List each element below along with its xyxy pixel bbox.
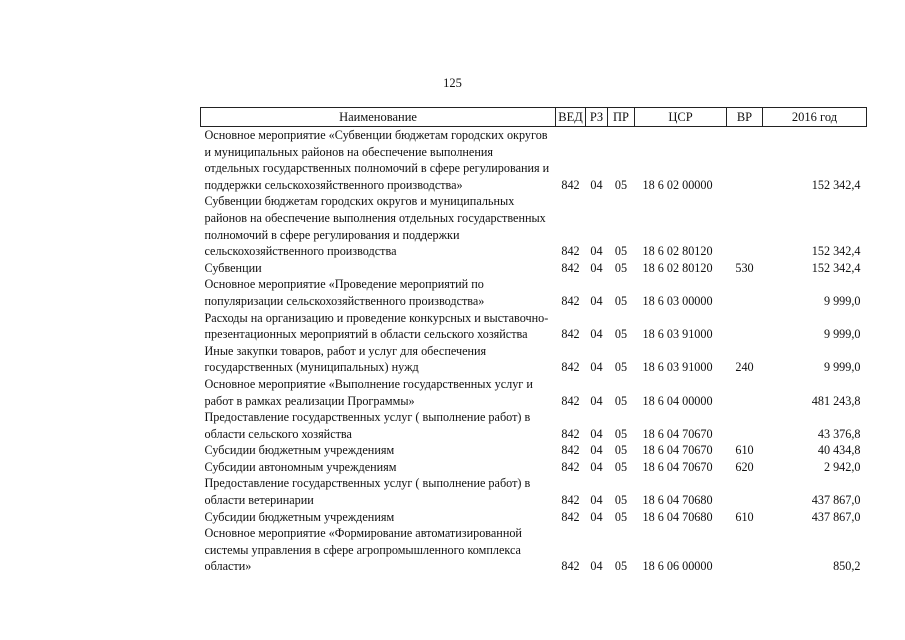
header-row <box>201 108 867 127</box>
row-ved: 842 <box>561 360 580 375</box>
row-vr <box>727 127 763 194</box>
row-sum: 43 376,8 <box>817 426 861 441</box>
table-row <box>201 376 867 409</box>
row-pr: 05 <box>614 327 628 342</box>
row-vr <box>727 193 763 259</box>
row-rz: 04 <box>590 509 603 524</box>
row-ved: 842 <box>561 459 580 474</box>
header-ved: ВЕД <box>556 108 586 127</box>
row-ved: 842 <box>561 244 580 259</box>
page-number: 125 <box>443 76 462 90</box>
row-pr: 05 <box>614 493 628 508</box>
row-vr: 610 <box>735 443 754 458</box>
row-rz: 04 <box>590 244 603 259</box>
table-row <box>201 310 867 343</box>
row-rz: 04 <box>590 443 603 458</box>
row-sum: 9 999,0 <box>823 360 861 375</box>
row-rz: 04 <box>590 493 603 508</box>
row-csr: 18 6 04 00000 <box>642 393 713 408</box>
table-row <box>201 475 867 508</box>
row-vr <box>727 276 763 309</box>
table-row <box>201 525 867 575</box>
row-rz: 04 <box>590 426 603 441</box>
table-row <box>201 127 867 194</box>
row-vr: 240 <box>735 360 754 375</box>
row-pr: 05 <box>614 443 628 458</box>
row-ved: 842 <box>561 293 580 308</box>
row-name: Предоставление государственных услуг ( выполнение работ) в области ветеринарии <box>204 476 531 508</box>
row-ved: 842 <box>561 509 580 524</box>
row-name: Субвенции <box>204 260 262 275</box>
row-name: Предоставление государственных услуг ( выполнение работ) в области сельского хозяйства <box>204 410 531 441</box>
row-csr: 18 6 04 70680 <box>642 493 713 508</box>
row-rz: 04 <box>590 559 603 574</box>
row-csr: 18 6 04 70680 <box>642 509 713 524</box>
row-name: Иные закупки товаров, работ и услуг для обеспечения государственных (муниципальных) нужд <box>204 343 487 375</box>
row-pr: 05 <box>614 177 628 192</box>
table-body <box>201 127 867 576</box>
row-rz: 04 <box>590 260 603 275</box>
row-vr <box>727 475 763 508</box>
row-rz: 04 <box>590 327 603 342</box>
header-pr: ПР <box>608 108 635 127</box>
row-name: Субвенции бюджетам городских округов и муниципальных районов на обеспечение выполнения отдельных государственных полномочий в сфере регулирования и поддержки сельскохозяйственного производства <box>204 194 546 259</box>
row-name: Субсидии бюджетным учреждениям <box>204 443 395 458</box>
row-pr: 05 <box>614 293 628 308</box>
budget-table-container <box>200 107 866 575</box>
row-name: Субсидии бюджетным учреждениям <box>204 509 395 524</box>
budget-table <box>200 107 867 575</box>
header-year: 2016 год <box>763 108 867 127</box>
table-row <box>201 509 867 526</box>
row-rz: 04 <box>590 360 603 375</box>
table-row <box>201 343 867 376</box>
row-name: Субсидии автономным учреждениям <box>204 459 397 474</box>
table-row <box>201 409 867 442</box>
row-name: Основное мероприятие «Выполнение государственных услуг и работ в рамках реализации Программы» <box>204 376 533 408</box>
row-vr: 610 <box>735 509 754 524</box>
row-csr: 18 6 03 91000 <box>642 360 713 375</box>
row-csr: 18 6 03 00000 <box>642 293 713 308</box>
table-row <box>201 276 867 309</box>
row-name: Основное мероприятие «Субвенции бюджетам городских округов и муниципальных районов на обеспечение выполнения отдельных государственных полномочий в сфере регулирования и поддержки сельскохозяйственного производства» <box>204 128 550 192</box>
table-row <box>201 260 867 277</box>
row-ved: 842 <box>561 443 580 458</box>
row-vr <box>727 409 763 442</box>
row-name: Расходы на организацию и проведение конкурсных и выставочно-презентационных мероприятий в области сельского хозяйства <box>204 310 549 342</box>
row-csr: 18 6 04 70670 <box>642 443 713 458</box>
row-ved: 842 <box>561 260 580 275</box>
row-pr: 05 <box>614 393 628 408</box>
row-csr: 18 6 02 00000 <box>642 177 713 192</box>
header-name: Наименование <box>201 108 556 127</box>
row-ved: 842 <box>561 493 580 508</box>
row-pr: 05 <box>614 360 628 375</box>
header-csr: ЦСР <box>635 108 727 127</box>
table-row <box>201 459 867 476</box>
row-ved: 842 <box>561 327 580 342</box>
row-sum: 40 434,8 <box>817 443 861 458</box>
row-vr: 530 <box>735 260 754 275</box>
row-vr <box>727 525 763 575</box>
row-pr: 05 <box>614 244 628 259</box>
row-ved: 842 <box>561 426 580 441</box>
row-csr: 18 6 02 80120 <box>642 244 713 259</box>
row-pr: 05 <box>614 509 628 524</box>
row-pr: 05 <box>614 559 628 574</box>
row-sum: 850,2 <box>833 559 861 574</box>
row-vr: 620 <box>735 459 754 474</box>
row-csr: 18 6 04 70670 <box>642 426 713 441</box>
table-row <box>201 193 867 259</box>
row-rz: 04 <box>590 293 603 308</box>
row-ved: 842 <box>561 177 580 192</box>
row-sum: 9 999,0 <box>823 327 861 342</box>
row-sum: 9 999,0 <box>823 293 861 308</box>
table-header <box>201 108 867 127</box>
row-sum: 152 342,4 <box>811 177 861 192</box>
row-pr: 05 <box>614 260 628 275</box>
row-rz: 04 <box>590 459 603 474</box>
row-ved: 842 <box>561 559 580 574</box>
row-sum: 481 243,8 <box>811 393 861 408</box>
header-rz: РЗ <box>586 108 608 127</box>
row-name: Основное мероприятие «Проведение мероприятий по популяризации сельскохозяйственного производства» <box>204 277 485 308</box>
header-vr: ВР <box>727 108 763 127</box>
row-vr <box>727 310 763 343</box>
row-sum: 152 342,4 <box>811 260 861 275</box>
row-ved: 842 <box>561 393 580 408</box>
row-sum: 2 942,0 <box>823 459 861 474</box>
row-name: Основное мероприятие «Формирование автоматизированной системы управления в сфере агропромышленного комплекса области» <box>204 526 522 574</box>
row-csr: 18 6 06 00000 <box>642 559 713 574</box>
table-row <box>201 442 867 459</box>
row-rz: 04 <box>590 393 603 408</box>
row-csr: 18 6 04 70670 <box>642 459 713 474</box>
row-sum: 437 867,0 <box>811 509 861 524</box>
row-csr: 18 6 03 91000 <box>642 327 713 342</box>
row-sum: 437 867,0 <box>811 493 861 508</box>
row-csr: 18 6 02 80120 <box>642 260 713 275</box>
row-rz: 04 <box>590 177 603 192</box>
row-sum: 152 342,4 <box>811 244 861 259</box>
row-pr: 05 <box>614 459 628 474</box>
row-pr: 05 <box>614 426 628 441</box>
row-vr <box>727 376 763 409</box>
